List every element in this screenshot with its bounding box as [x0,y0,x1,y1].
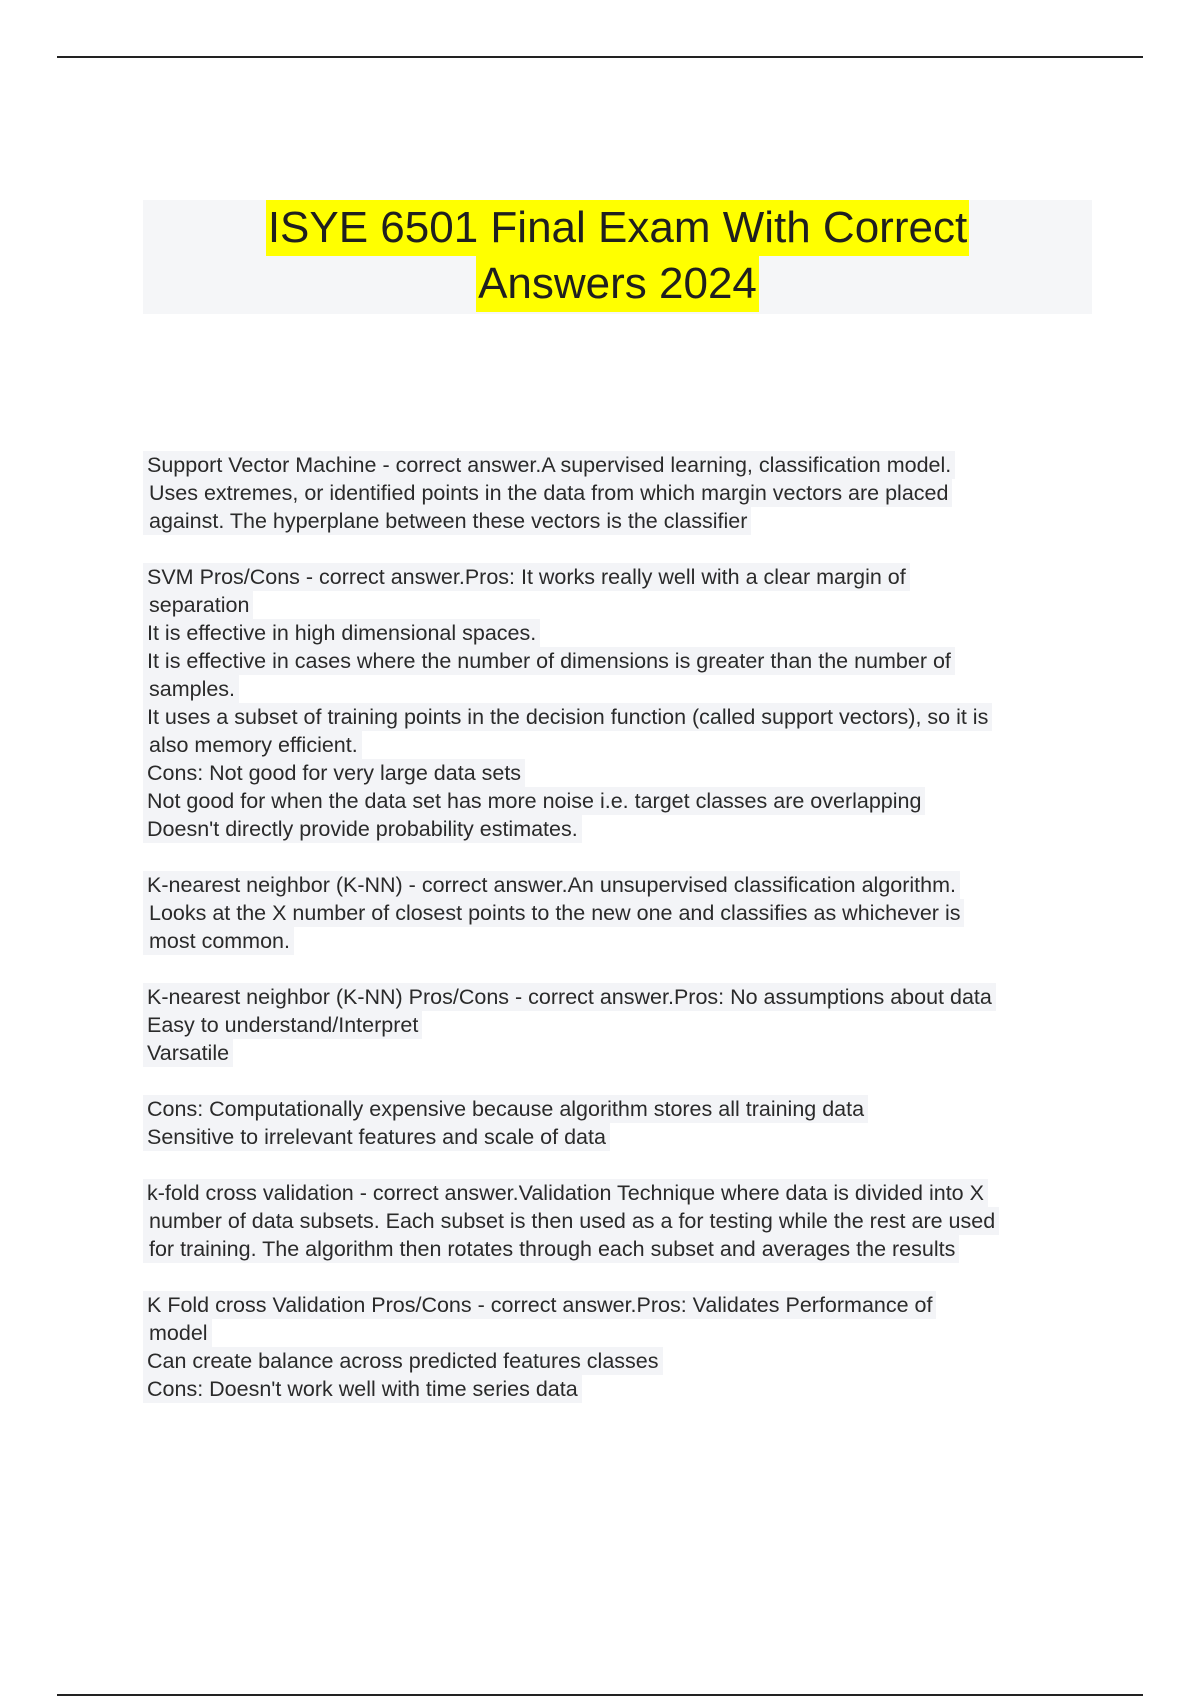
entry-line: k-fold cross validation - correct answer.Validation Technique where data is divided into X [143,1179,988,1207]
entry-line: Varsatile [143,1039,233,1067]
entry-line: Cons: Not good for very large data sets [143,759,525,787]
entry-line: Cons: Computationally expensive because algorithm stores all training data [143,1095,868,1123]
entry-line: separation [143,591,253,619]
entry-line: Cons: Doesn't work well with time series data [143,1375,582,1403]
entry-line: Support Vector Machine - correct answer.A supervised learning, classification model. [143,451,955,479]
qa-entry-svm-pros-cons [143,563,1093,843]
qa-list [143,451,1093,1431]
qa-entry-knn-pros-cons [143,983,1093,1151]
entry-line: number of data subsets. Each subset is then used as a for testing while the rest are used [143,1207,999,1235]
entry-line: Easy to understand/Interpret [143,1011,422,1039]
entry-line: It uses a subset of training points in the decision function (called support vectors), so it is [143,703,992,731]
title-line-2: Answers 2024 [476,256,759,312]
entry-line: Looks at the X number of closest points to the new one and classifies as whichever is [143,899,964,927]
entry-line: for training. The algorithm then rotates through each subset and averages the results [143,1235,959,1263]
qa-entry-kfold-pros-cons [143,1291,1093,1403]
entry-line: Doesn't directly provide probability estimates. [143,815,582,843]
entry-line: K Fold cross Validation Pros/Cons - correct answer.Pros: Validates Performance of [143,1291,936,1319]
entry-line: It is effective in high dimensional spaces. [143,619,540,647]
title-block [143,200,1092,314]
entry-line: Sensitive to irrelevant features and scale of data [143,1123,610,1151]
title-line-1: ISYE 6501 Final Exam With Correct [266,200,969,256]
entry-line: also memory efficient. [143,731,362,759]
entry-line: K-nearest neighbor (K-NN) - correct answer.An unsupervised classification algorithm. [143,871,960,899]
bottom-rule [57,1694,1143,1696]
entry-line: model [143,1319,212,1347]
entry-line: samples. [143,675,239,703]
entry-line: most common. [143,927,294,955]
entry-line: Can create balance across predicted features classes [143,1347,663,1375]
top-rule [57,56,1143,58]
entry-line: It is effective in cases where the number of dimensions is greater than the number of [143,647,955,675]
entry-line: Uses extremes, or identified points in the data from which margin vectors are placed [143,479,952,507]
entry-line: SVM Pros/Cons - correct answer.Pros: It works really well with a clear margin of [143,563,910,591]
entry-line: K-nearest neighbor (K-NN) Pros/Cons - correct answer.Pros: No assumptions about data [143,983,996,1011]
qa-entry-kfold [143,1179,1093,1263]
blank-line [143,1067,1093,1095]
entry-line: against. The hyperplane between these vectors is the classifier [143,507,751,535]
qa-entry-svm [143,451,1093,535]
qa-entry-knn [143,871,1093,955]
entry-line: Not good for when the data set has more noise i.e. target classes are overlapping [143,787,925,815]
